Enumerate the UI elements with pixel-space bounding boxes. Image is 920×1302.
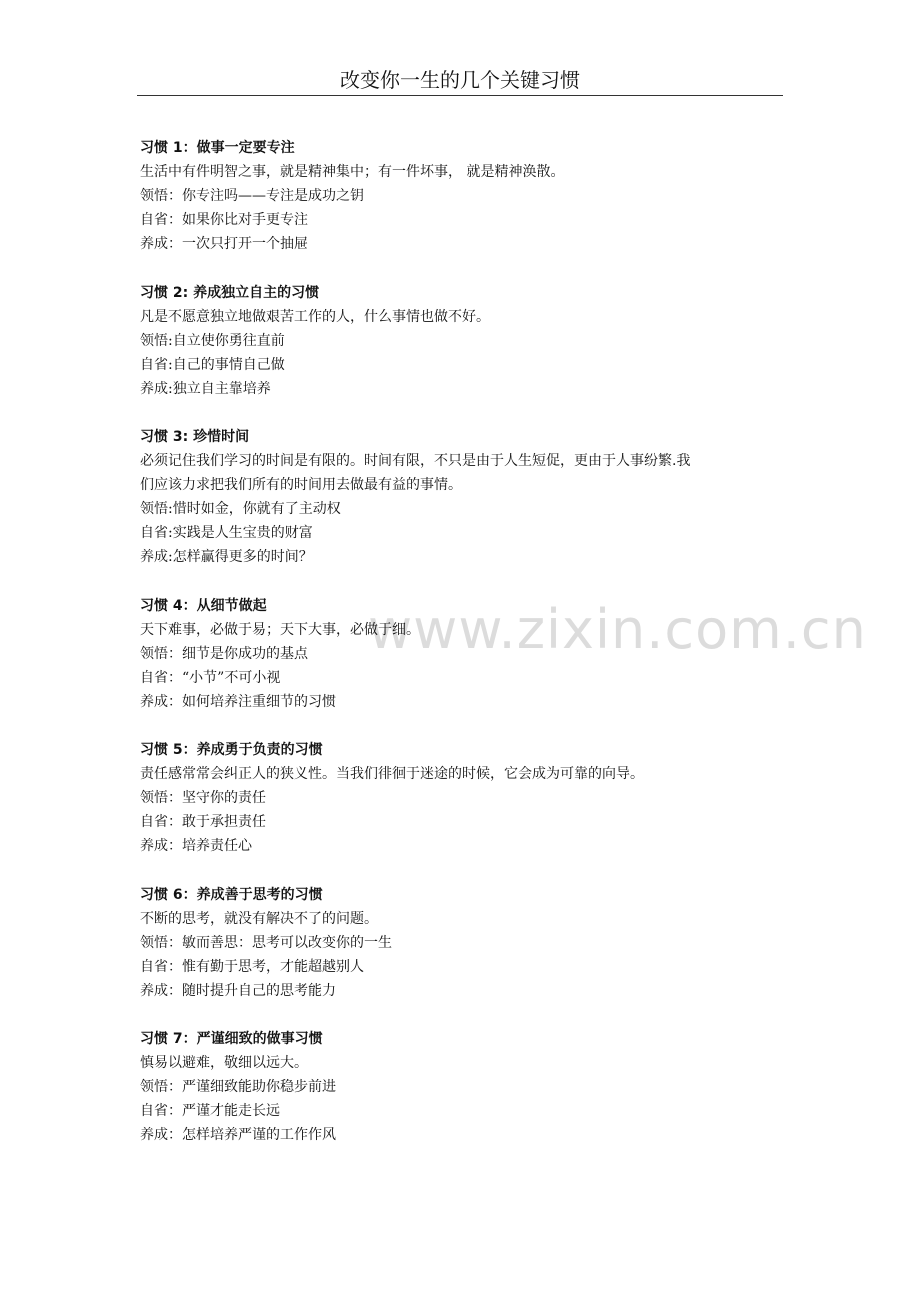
habit-practice: 养成：怎样培养严谨的工作作风	[140, 1127, 336, 1143]
habit-section-2	[140, 281, 790, 401]
habit-practice: 养成：一次只打开一个抽屉	[140, 236, 308, 252]
habit-practice: 养成:独立自主靠培养	[140, 381, 271, 397]
habit-reflection: 自省:自己的事情自己做	[140, 357, 285, 373]
habit-section-5	[140, 738, 790, 858]
habit-practice: 养成：如何培养注重细节的习惯	[140, 694, 336, 710]
habit-section-3	[140, 425, 790, 569]
habit-heading: 习惯 4：从细节做起	[140, 598, 267, 614]
habit-reflection: 自省：敢于承担责任	[140, 814, 266, 830]
habit-section-1	[140, 136, 790, 256]
habit-quote: 凡是不愿意独立地做艰苦工作的人，什么事情也做不好。	[140, 309, 490, 325]
habit-reflection: 自省：如果你比对手更专注	[140, 212, 308, 228]
habit-heading: 习惯 6：养成善于思考的习惯	[140, 887, 323, 903]
habit-insight: 领悟:自立使你勇往直前	[140, 333, 285, 349]
habit-quote: 责任感常常会纠正人的狭义性。当我们徘徊于迷途的时候，它会成为可靠的向导。	[140, 766, 644, 782]
habit-practice: 养成:怎样赢得更多的时间？	[140, 549, 313, 565]
habit-reflection: 自省：“小节”不可小视	[140, 670, 281, 686]
habit-section-4	[140, 594, 790, 714]
habit-insight: 领悟：细节是你成功的基点	[140, 646, 308, 662]
habit-heading: 习惯 1：做事一定要专注	[140, 140, 295, 156]
habit-heading: 习惯 3: 珍惜时间	[140, 429, 250, 445]
habit-insight: 领悟:惜时如金，你就有了主动权	[140, 501, 341, 517]
habit-quote: 生活中有件明智之事，就是精神集中；有一件坏事， 就是精神涣散。	[140, 164, 565, 180]
habit-practice: 养成：随时提升自己的思考能力	[140, 983, 336, 999]
habit-section-7	[140, 1027, 790, 1147]
habit-practice: 养成：培养责任心	[140, 838, 252, 854]
habit-reflection: 自省：惟有勤于思考，才能超越别人	[140, 959, 364, 975]
habit-quote: 不断的思考，就没有解决不了的问题。	[140, 911, 378, 927]
habit-heading: 习惯 2: 养成独立自主的习惯	[140, 285, 320, 301]
habit-quote: 慎易以避难，敬细以远大。	[140, 1055, 308, 1071]
habit-insight: 领悟：你专注吗——专注是成功之钥	[140, 188, 364, 204]
habit-section-6	[140, 883, 790, 1003]
title-underline	[137, 95, 783, 96]
habit-reflection: 自省:实践是人生宝贵的财富	[140, 525, 313, 541]
page-title: 改变你一生的几个关键习惯	[340, 68, 580, 92]
watermark: www.zixin.com.cn	[368, 598, 867, 661]
habit-insight: 领悟：坚守你的责任	[140, 790, 266, 806]
habit-heading: 习惯 7：严谨细致的做事习惯	[140, 1031, 323, 1047]
habit-insight: 领悟：严谨细致能助你稳步前进	[140, 1079, 336, 1095]
habit-reflection: 自省：严谨才能走长远	[140, 1103, 280, 1119]
habit-quote: 天下难事，必做于易；天下大事，必做于细。	[140, 622, 420, 638]
habit-quote-continued: 们应该力求把我们所有的时间用去做最有益的事情。	[140, 477, 462, 493]
habit-quote: 必须记住我们学习的时间是有限的。时间有限，不只是由于人生短促，更由于人事纷繁.我	[140, 453, 691, 469]
habit-heading: 习惯 5：养成勇于负责的习惯	[140, 742, 323, 758]
habit-insight: 领悟：敏而善思：思考可以改变你的一生	[140, 935, 392, 951]
